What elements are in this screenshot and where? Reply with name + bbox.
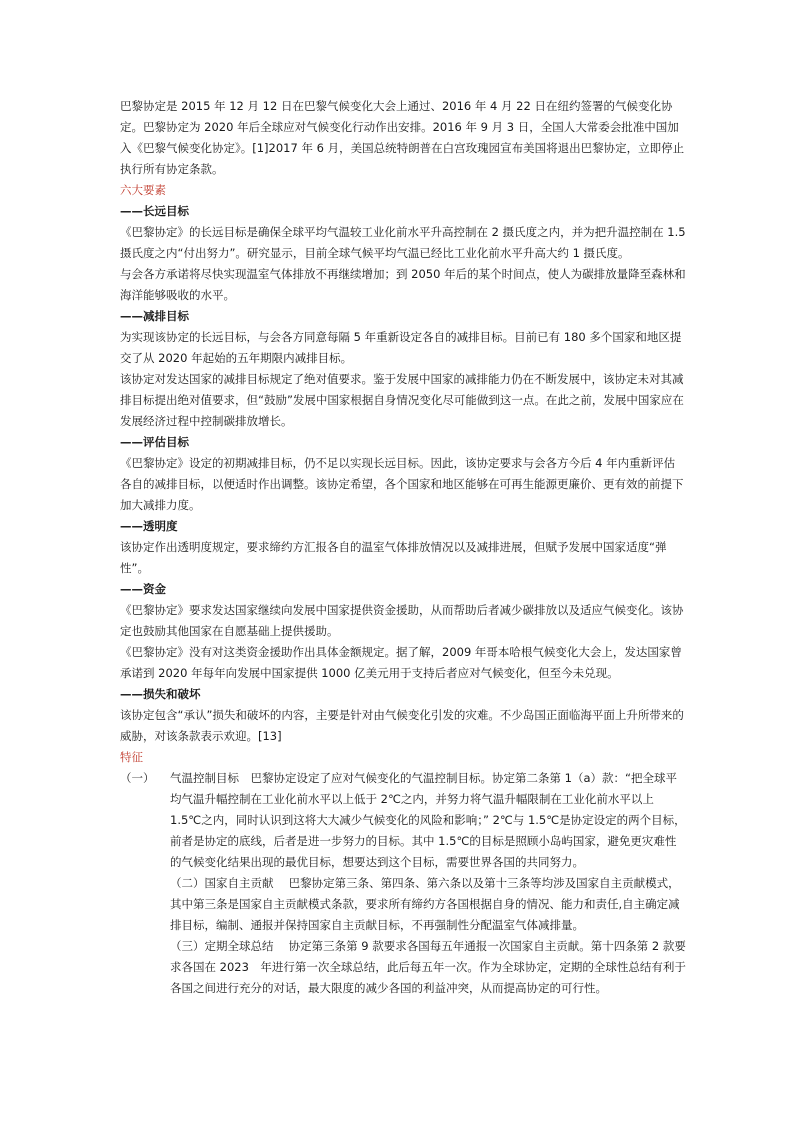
element-title-emission: ——减排目标: [120, 309, 189, 323]
paragraph: 《巴黎协定》要求发达国家继续向发展中国家提供资金援助，从而帮助后者减少碳排放以及适应气候变化。该协定也鼓励其他国家在自愿基础上提供援助。: [120, 603, 684, 638]
element-title-long-term: ——长远目标: [120, 204, 189, 218]
paragraph: 《巴黎协定》的长远目标是确保全球平均气温较工业化前水平升高控制在 2 摄氏度之内，并为把升温控制在 1.5 摄氏度之内“付出努力”。研究显示，目前全球气候平均气温已经比工业化前水平升高大约 1 摄氏度。: [120, 225, 686, 260]
paragraph: 《巴黎协定》没有对这类资金援助作出具体金额规定。据了解，2009 年哥本哈根气候变化大会上，发达国家曾承诺到 2020 年每年向发展中国家提供 1000 亿美元用于支持后者应对气候变化，但至今未兑现。: [120, 645, 682, 680]
feature-national-contribution: （二）国家自主贡献 巴黎协定第三条、第四条、第六条以及第十三条等均涉及国家自主贡献模式，其中第三条是国家自主贡献模式条款，要求所有缔约方各国根据自身的情况、能力和责任,自主确定减排目标，编制、通报并保持国家自主贡献目标，不再强制性分配温室气体减排量。: [170, 876, 680, 932]
element-title-assessment: ——评估目标: [120, 435, 189, 449]
element-title-funding: ——资金: [120, 582, 166, 596]
element-title-transparency: ——透明度: [120, 519, 178, 533]
paragraph: 该协定作出透明度规定，要求缔约方汇报各自的温室气体排放情况以及减排进展，但赋予发展中国家适度“弹性”。: [120, 540, 667, 575]
intro-paragraph: 巴黎协定是 2015 年 12 月 12 日在巴黎气候变化大会上通过、2016 年 4 月 22 日在纽约签署的气候变化协定。巴黎协定为 2020 年后全球应对气候变化行动作出安排。2016 年 9 月 3 日，全国人大常委会批准中国加入《巴黎气候变化协定》。[1]2017 年 6 月，美国总统特朗普在白宫玫瑰园宣布美国将退出巴黎协定，立即停止执行所有协定条款。: [120, 99, 685, 176]
paragraph: 《巴黎协定》设定的初期减排目标，仍不足以实现长远目标。因此，该协定要求与会各方今后 4 年内重新评估各自的减排目标，以便适时作出调整。该协定希望，各个国家和地区能够在可再生能源更廉价、更有效的前提下加大减排力度。: [120, 456, 684, 512]
paragraph: 该协定包含“承认”损失和破坏的内容，主要是针对由气候变化引发的灾难。不少岛国正面临海平面上升所带来的威胁，对该条款表示欢迎。[13]: [120, 708, 684, 743]
section-title-features: 特征: [120, 750, 143, 764]
document-body: [120, 96, 686, 999]
paragraph: 为实现该协定的长远目标，与会各方同意每隔 5 年重新设定各自的减排目标。目前已有 180 多个国家和地区提交了从 2020 年起始的五年期限内减排目标。: [120, 330, 682, 365]
element-title-loss-damage: ——损失和破坏: [120, 687, 201, 701]
feature-temperature-target: 气温控制目标 巴黎协定设定了应对气候变化的气温控制目标。协定第二条第 1（a）款：“把全球平均气温升幅控制在工业化前水平以上低于 2℃之内，并努力将气温升幅限制在工业化前水平以上 1.5℃之内，同时认识到这将大大减少气候变化的风险和影响；” 2℃与 1.5℃是协定设定的两个目标，前者是协定的底线，后者是进一步努力的目标。其中 1.5℃的目标是照顾小岛屿国家，避免更灾难性的气候变化结果出现的最优目标，想要达到这个目标，需要世界各国的共同努力。: [170, 771, 686, 869]
list-item: [120, 768, 686, 873]
paragraph: 该协定对发达国家的减排目标规定了绝对值要求。鉴于发展中国家的减排能力仍在不断发展中，该协定未对其减排目标提出绝对值要求，但“鼓励”发展中国家根据自身情况变化尽可能做到这一点。在此之前，发展中国家应在发展经济过程中控制碳排放增长。: [120, 372, 684, 428]
section-title-six-elements: 六大要素: [120, 183, 166, 197]
paragraph: 与会各方承诺将尽快实现温室气体排放不再继续增加；到 2050 年后的某个时间点，使人为碳排放量降至森林和海洋能够吸收的水平。: [120, 267, 686, 302]
feature-global-stocktake: （三）定期全球总结 协定第三条第 9 款要求各国每五年通报一次国家自主贡献。第十四条第 2 款要求各国在 2023 年进行第一次全球总结，此后每五年一次。作为全球协定，定期的全球性总结有利于各国之间进行充分的对话，最大限度的减少各国的利益冲突，从而提高协定的可行性。: [170, 939, 686, 995]
list-number: （一）: [120, 771, 155, 785]
features-list: [120, 768, 686, 999]
